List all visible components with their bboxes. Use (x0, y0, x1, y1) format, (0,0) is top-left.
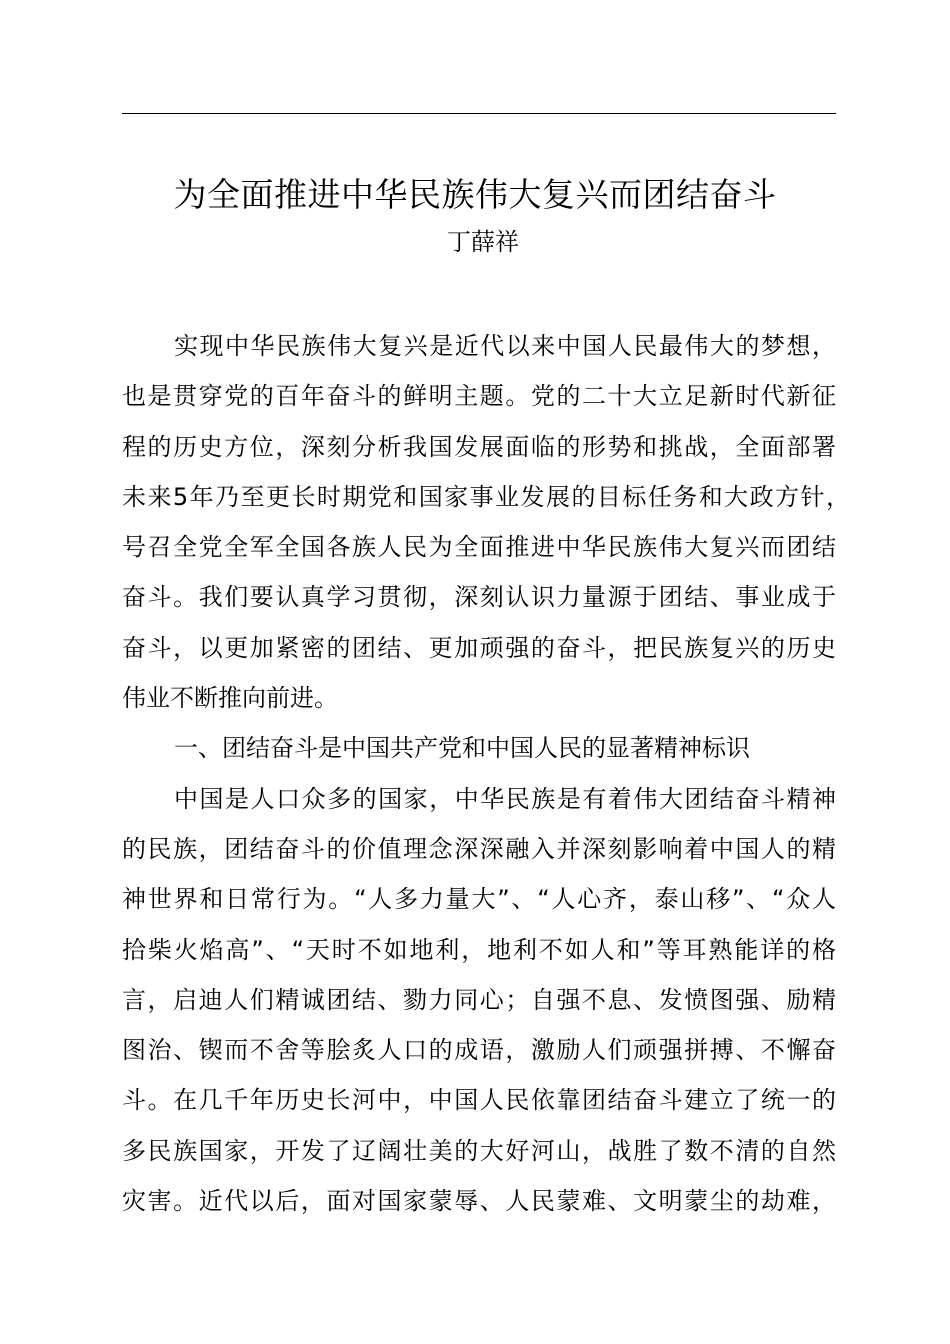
body-line: 拾柴火焰高”、“天时不如地利，地利不如人和”等耳熟能详的格 (122, 935, 836, 964)
document-body (122, 321, 850, 1226)
body-line: 号召全党全军全国各族人民为全面推进中华民族伟大复兴而团结 (122, 533, 836, 562)
body-line: 伟业不断推向前进。 (122, 684, 338, 713)
body-line: 中国是人口众多的国家，中华民族是有着伟大团结奋斗精神 (174, 784, 836, 813)
header-rule (122, 113, 836, 114)
body-line: 奋斗。我们要认真学习贯彻，深刻认识力量源于团结、事业成于 (122, 583, 836, 612)
body-line: 多民族国家，开发了辽阔壮美的大好河山，战胜了数不清的自然 (122, 1136, 836, 1165)
document-author: 丁薛祥 (447, 228, 519, 256)
body-line: 程的历史方位，深刻分析我国发展面临的形势和挑战，全面部署 (122, 432, 836, 461)
section-heading: 一、团结奋斗是中国共产党和中国人民的显著精神标识 (174, 734, 750, 763)
body-line: 斗。在几千年历史长河中，中国人民依靠团结奋斗建立了统一的 (122, 1086, 836, 1115)
body-line: 的民族，团结奋斗的价值理念深深融入并深刻影响着中国人的精 (122, 834, 836, 863)
body-line: 奋斗，以更加紧密的团结、更加顽强的奋斗，把民族复兴的历史 (122, 633, 836, 662)
body-line: 实现中华民族伟大复兴是近代以来中国人民最伟大的梦想， (174, 332, 836, 360)
body-line: 图治、锲而不舍等脍炙人口的成语，激励人们顽强拼搏、不懈奋 (122, 1036, 836, 1065)
body-line: 未来5年乃至更长时期党和国家事业发展的目标任务和大政方针， (122, 482, 850, 511)
body-line: 言，启迪人们精诚团结、勠力同心；自强不息、发愤图强、励精 (122, 985, 836, 1014)
body-line: 也是贯穿党的百年奋斗的鲜明主题。党的二十大立足新时代新征 (122, 382, 836, 411)
body-line: 神世界和日常行为。“人多力量大”、“人心齐，泰山移”、“众人 (122, 885, 836, 914)
body-line: 灾害。近代以后，面对国家蒙辱、人民蒙难、文明蒙尘的劫难， (122, 1187, 836, 1216)
document-title: 为全面推进中华民族伟大复兴而团结奋斗 (173, 175, 777, 214)
